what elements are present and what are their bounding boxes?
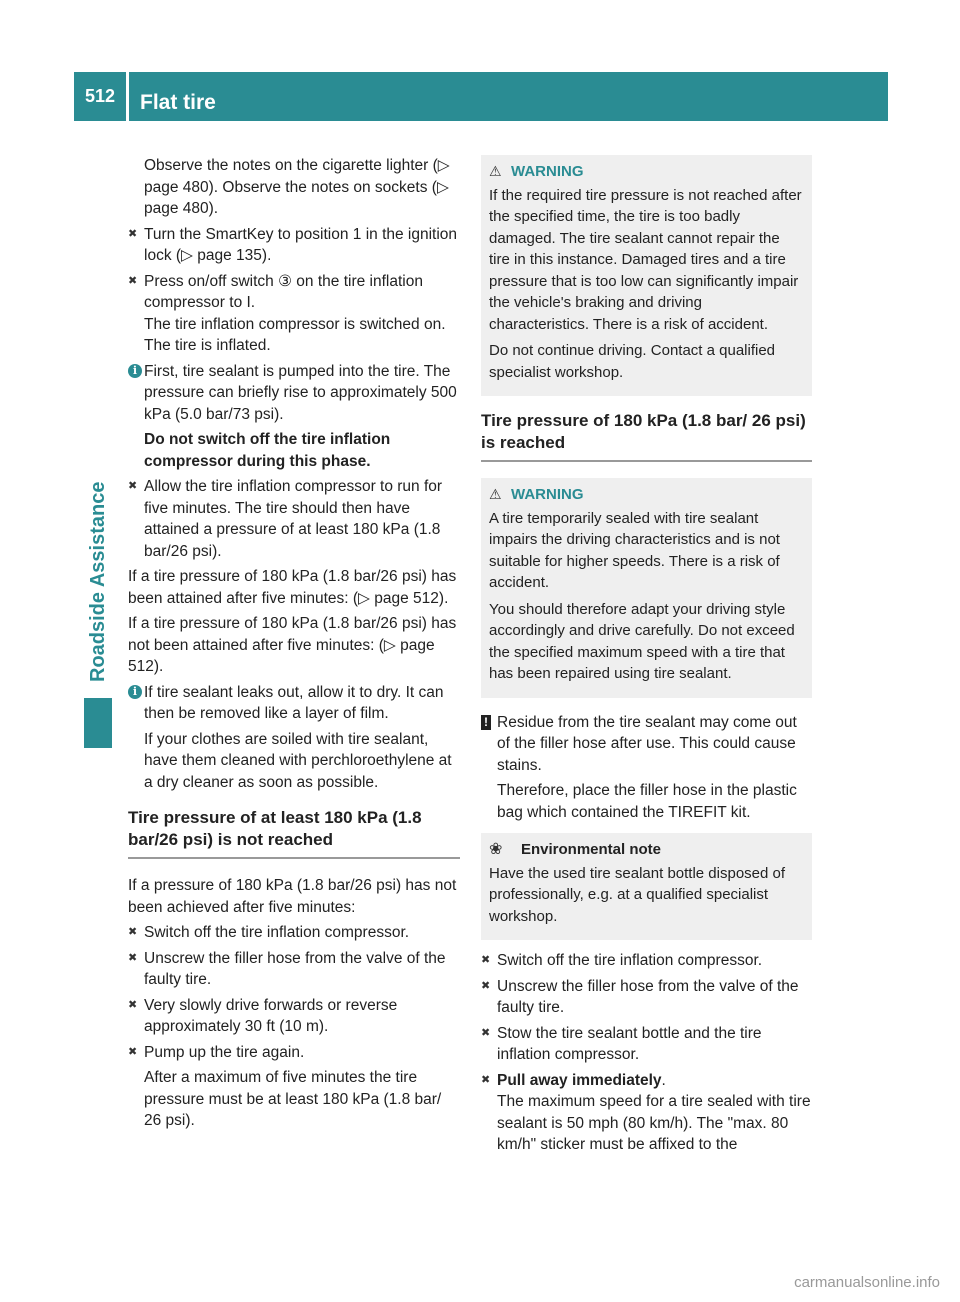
step-result: The tire inflation compressor is switched on. The tire is inflated.: [144, 315, 446, 354]
step-text: Switch off the tire inflation compressor.: [497, 952, 763, 969]
header-divider: [126, 72, 129, 121]
side-tab-block: [84, 698, 112, 748]
env-text: Have the used tire sealant bottle disposed of professionally, e.g. at a qualified specialist workshop.: [489, 864, 786, 925]
warning-text: Do not continue driving. Contact a qualified specialist workshop.: [489, 342, 776, 381]
step-item: [128, 922, 460, 944]
step-item: [128, 224, 460, 267]
info-text: First, tire sealant is pumped into the tire. The pressure can briefly rise to approximately 500 kPa (5.0 bar/73 psi).: [144, 362, 457, 423]
step-item: [128, 476, 460, 562]
section-heading: Tire pressure of at least 180 kPa (1.8 bar/26 psi) is not reached: [128, 807, 460, 859]
paragraph: If a pressure of 180 kPa (1.8 bar/26 psi) has not been achieved after five minutes:: [128, 877, 457, 916]
step-item: [128, 271, 460, 357]
step-item: [481, 950, 812, 972]
step-text-bold: Pull away immediately: [497, 1071, 662, 1089]
step-item: [128, 1042, 460, 1132]
step-result: After a maximum of five minutes the tire pressure must be at least 180 kPa (1.8 bar/ 26 psi).: [144, 1069, 442, 1129]
paragraph: If a tire pressure of 180 kPa (1.8 bar/26 psi) has been attained after five minutes: (▷ page 512).: [128, 568, 457, 607]
step-arrow-icon: ✖: [128, 1045, 138, 1058]
step-arrow-icon: ✖: [128, 274, 138, 287]
env-label: Environmental note: [521, 841, 662, 858]
step-arrow-icon: ✖: [481, 1073, 491, 1086]
step-text: Unscrew the filler hose from the valve of the faulty tire.: [497, 977, 799, 1016]
page-title: Flat tire: [140, 91, 216, 114]
warning-box: [481, 478, 812, 698]
step-item: [128, 995, 460, 1038]
info-note: [128, 682, 460, 794]
info-text: If tire sealant leaks out, allow it to dry. It can then be removed like a layer of film.: [144, 683, 444, 722]
warning-label: WARNING: [511, 163, 584, 180]
warning-text: If the required tire pressure is not reached after the specified time, the tire is too badly damaged. The tire sealant cannot repair the tire in this instance. Damaged tires and a tire pressure that is too low can significantly impair the vehicle's braking and driving characteristics. There is a risk of accident.: [489, 186, 802, 333]
warning-text: You should therefore adapt your driving style accordingly and drive carefully. Do not exceed the specified maximum speed with a tire that has been repaired using tire sealant.: [489, 600, 795, 682]
step-item: [128, 948, 460, 991]
step-arrow-icon: ✖: [128, 951, 138, 964]
info-text: If your clothes are soiled with tire sealant, have them cleaned with perchloroethylene at a dry cleaner as soon as possible.: [144, 730, 452, 791]
warning-box: [481, 155, 812, 396]
paragraph: Observe the notes on the cigarette lighter (▷ page 480). Observe the notes on sockets (▷ page 480).: [144, 157, 450, 217]
step-arrow-icon: ✖: [481, 1026, 491, 1039]
warning-text: A tire temporarily sealed with tire sealant impairs the driving characteristics and is not suitable for higher speeds. There is a risk of accident.: [489, 509, 780, 591]
step-arrow-icon: ✖: [128, 926, 138, 938]
caution-text: Therefore, place the filler hose in the plastic bag which contained the TIREFIT kit.: [497, 782, 797, 821]
right-column: [481, 155, 812, 1160]
section-heading: Tire pressure of 180 kPa (1.8 bar/ 26 psi) is reached: [481, 410, 812, 462]
step-item: ✖ Pull away immediately. The maximum speed for a tire sealed with tire sealant is 50 mph (80 km/h). The "max. 80 km/h" sticker must be affixed to the: [481, 1071, 811, 1153]
environmental-note-box: [481, 833, 812, 940]
step-result: The maximum speed for a tire sealed with tire sealant is 50 mph (80 km/h). The "max. 80 km/h" sticker must be affixed to the: [497, 1093, 811, 1153]
warning-triangle-icon: ⚠: [489, 163, 502, 179]
warning-triangle-icon: ⚠: [489, 486, 502, 502]
step-item: [481, 1023, 812, 1066]
step-text: Switch off the tire inflation compressor.: [144, 924, 410, 941]
info-icon: i: [128, 364, 142, 378]
caution-note: [481, 712, 812, 824]
step-arrow-icon: ✖: [481, 954, 491, 966]
caution-text: Residue from the tire sealant may come out of the filler hose after use. This could cause stains.: [497, 713, 797, 774]
step-text: Stow the tire sealant bottle and the tire inflation compressor.: [497, 1024, 762, 1063]
warning-label: WARNING: [511, 486, 584, 503]
step-arrow-icon: ✖: [128, 480, 138, 492]
step-text: Press on/off switch ③ on the tire inflation compressor to I.: [144, 272, 423, 311]
step-arrow-icon: ✖: [128, 998, 138, 1011]
step-item: [481, 976, 812, 1019]
step-text: Turn the SmartKey to position 1 in the ignition lock (▷ page 135).: [144, 225, 458, 264]
paragraph: If a tire pressure of 180 kPa (1.8 bar/26 psi) has not been attained after five minutes: (▷ page 512).: [128, 615, 457, 675]
info-text-bold: Do not switch off the tire inflation compressor during this phase.: [144, 431, 391, 470]
step-arrow-icon: ✖: [128, 227, 138, 240]
info-icon: i: [128, 685, 142, 699]
step-text: Pump up the tire again.: [144, 1043, 305, 1061]
page-number: 512: [84, 86, 116, 106]
left-column: [128, 155, 460, 1136]
step-text: Very slowly drive forwards or reverse approximately 30 ft (10 m).: [144, 996, 398, 1035]
section-side-label: Roadside Assistance: [87, 481, 109, 682]
step-text: Allow the tire inflation compressor to run for five minutes. The tire should then have attained a pressure of at least 180 kPa (1.8 bar/26 psi).: [144, 478, 443, 560]
exclamation-icon: !: [481, 715, 491, 730]
footer-watermark: carmanualsonline.info: [794, 1274, 940, 1291]
step-text: Unscrew the filler hose from the valve of the faulty tire.: [144, 949, 446, 988]
info-note: [128, 361, 460, 473]
leaf-icon: ❀: [489, 841, 503, 858]
step-arrow-icon: ✖: [481, 979, 491, 992]
